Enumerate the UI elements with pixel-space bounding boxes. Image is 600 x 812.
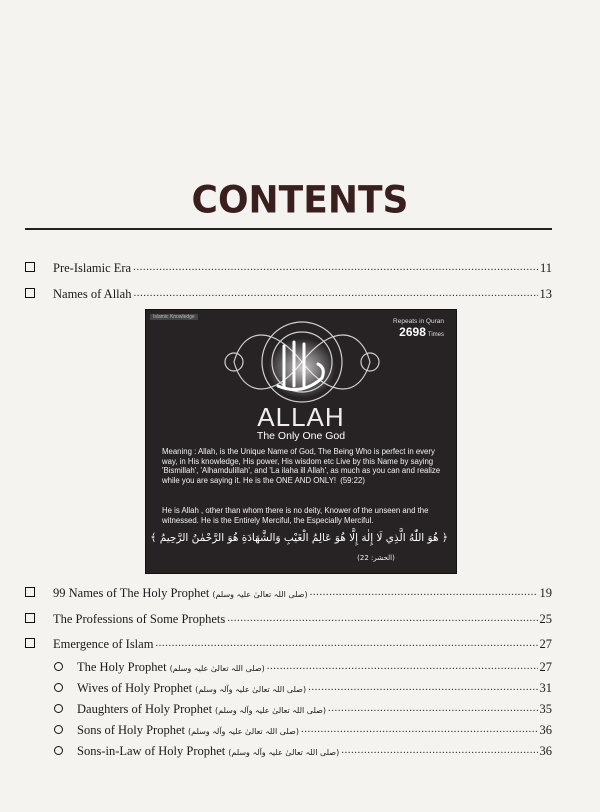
toc-entry-99-names[interactable] (25, 583, 552, 601)
meaning-reference: (59:22) (340, 475, 365, 485)
circle-bullet-icon (54, 725, 63, 734)
arabic-ayah: ﴿ هُوَ اللّٰهُ الَّذِي لَا إِلٰهَ إِلَّا هُوَ عَالِمُ الْغَيْبِ وَالشَّهَادَةِ هُوَ الرَّحْمٰنُ الرَّحِيمُ ﴾ (150, 532, 448, 544)
toc-page-number: 36 (539, 723, 552, 737)
toc-entry-label: 99 Names of The Holy Prophet (53, 586, 210, 600)
repeats-info (393, 318, 444, 339)
circle-bullet-icon (54, 662, 63, 671)
dot-leader (310, 586, 538, 598)
toc-entry-label: Names of Allah (53, 287, 132, 301)
calligraphy-ornament-icon (214, 316, 390, 408)
allah-name-panel (145, 309, 457, 574)
dot-leader (133, 261, 538, 273)
dot-leader (267, 660, 538, 672)
dot-leader (308, 681, 537, 693)
divine-name-subtitle: The Only One God (256, 430, 346, 442)
honorific-text: (صلی اللہ تعالیٰ علیہ وآلہ وسلم) (215, 706, 327, 715)
page-title: CONTENTS (191, 178, 409, 223)
checkbox-bullet-icon (25, 613, 35, 623)
toc-subentry-holy-prophet[interactable] (54, 657, 552, 675)
honorific-text: (صلی اللہ تعالیٰ علیہ وآلہ وسلم) (188, 727, 299, 736)
toc-page-number: 27 (539, 637, 552, 651)
corner-tag: Islamic Knowledge (150, 314, 198, 320)
toc-entry-professions[interactable] (25, 609, 552, 627)
translation-text: He is Allah , other than whom there is no deity, Knower of the unseen and the witnessed. He is the Entirely Merciful, the Especially Merciful. (162, 506, 429, 525)
toc-page-number: 25 (539, 612, 552, 626)
toc-page-number: 11 (539, 261, 552, 275)
dot-leader (341, 744, 537, 756)
toc-entry-emergence-of-islam[interactable] (25, 634, 552, 652)
toc-page-number: 31 (539, 681, 552, 695)
dot-leader (133, 287, 537, 299)
meaning-body: Meaning : Allah, is the Unique Name of God, The Being Who is perfect in every way, in His knowledge, His power, His wisdom etc Live by this Name by saying 'Bismillah', 'Alhamdulillah', and 'La ilaha ill Allah', as much as you can and realize while you are saying it. He is the ONE AND ONLY! (162, 447, 441, 485)
divine-name: ALLAH (257, 402, 345, 432)
surah-reference: (الحشر: 22) (357, 554, 395, 562)
toc-entry-pre-islamic-era[interactable] (25, 258, 552, 276)
toc-subentry-wives[interactable] (54, 678, 552, 696)
toc-page-number: 13 (539, 287, 552, 301)
dot-leader (301, 723, 538, 735)
circle-bullet-icon (54, 704, 63, 713)
toc-entry-label: Wives of Holy Prophet (77, 681, 193, 695)
toc-entry-names-of-allah[interactable] (25, 284, 552, 302)
checkbox-bullet-icon (25, 638, 35, 648)
honorific-text: (صلی اللہ تعالیٰ علیہ وسلم) (212, 590, 308, 599)
checkbox-bullet-icon (25, 262, 35, 272)
repeats-unit: Times (427, 332, 444, 338)
checkbox-bullet-icon (25, 587, 35, 597)
toc-entry-label: The Professions of Some Prophets (53, 612, 226, 626)
dot-leader (155, 637, 537, 649)
title-divider (25, 228, 552, 230)
toc-page-number: 27 (539, 660, 552, 674)
dot-leader (328, 702, 537, 714)
toc-page-number: 19 (539, 586, 552, 600)
repeats-count: 2698 (399, 325, 426, 339)
toc-subentry-daughters[interactable] (54, 699, 552, 717)
toc-entry-label: Emergence of Islam (53, 637, 154, 651)
toc-entry-label: Daughters of Holy Prophet (77, 702, 213, 716)
circle-bullet-icon (54, 746, 63, 755)
toc-subentry-sons-in-law[interactable] (54, 741, 552, 759)
toc-page-number: 35 (539, 702, 552, 716)
honorific-text: (صلی اللہ تعالیٰ علیہ وسلم) (169, 664, 265, 673)
toc-page-number: 36 (539, 744, 552, 758)
toc-entry-label: Sons-in-Law of Holy Prophet (77, 744, 226, 758)
meaning-text (162, 447, 452, 485)
circle-bullet-icon (54, 683, 63, 692)
toc-subentry-sons[interactable] (54, 720, 552, 738)
toc-entry-label: The Holy Prophet (77, 660, 167, 674)
toc-entry-label: Pre-Islamic Era (53, 261, 132, 275)
honorific-text: (صلی اللہ تعالیٰ علیہ وآلہ وسلم) (228, 748, 340, 757)
repeats-label: Repeats in Quran (393, 318, 444, 325)
honorific-text: (صلی اللہ تعالیٰ علیہ وآلہ وسلم) (195, 685, 307, 694)
dot-leader (227, 612, 537, 624)
checkbox-bullet-icon (25, 288, 35, 298)
toc-entry-label: Sons of Holy Prophet (77, 723, 185, 737)
